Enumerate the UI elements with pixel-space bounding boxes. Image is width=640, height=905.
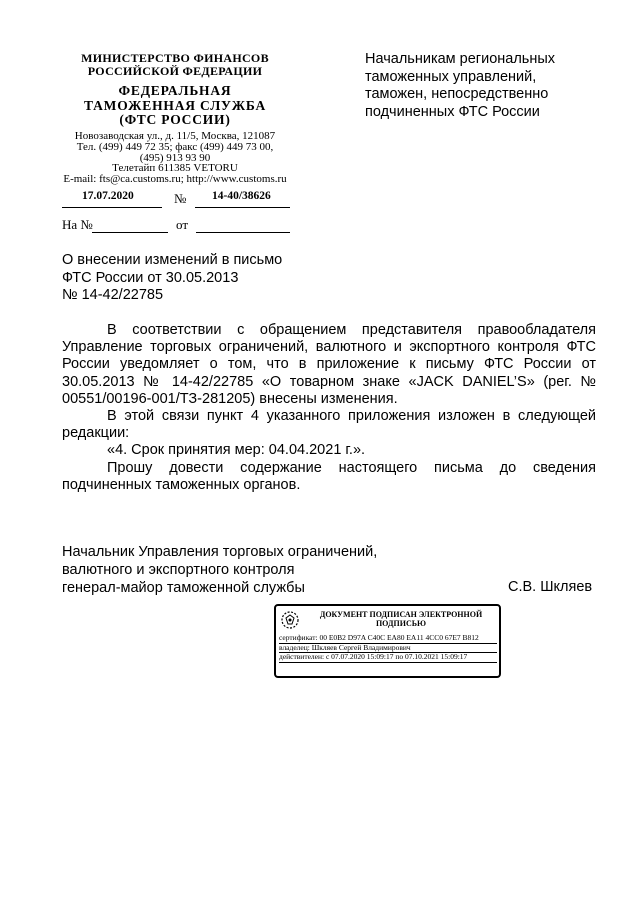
subject-line: ФТС России от 30.05.2013 [62, 269, 239, 286]
ref-underline [92, 232, 168, 233]
letter-date: 17.07.2020 [82, 190, 134, 202]
ministry-line-1: МИНИСТЕРСТВО ФИНАНСОВ [81, 51, 269, 65]
body-paragraph-4: Прошу довести содержание настоящего письма до сведения подчиненных таможенных органов. [62, 459, 596, 493]
addressee-line: таможенных управлений, [365, 68, 537, 85]
ministry-name [40, 52, 310, 78]
phone: Тел. (499) 449 72 35; факс (499) 449 73 00, [76, 140, 274, 153]
service-line-3: (ФТС РОССИИ) [119, 112, 231, 127]
number-underline [195, 207, 290, 208]
phone-2: (495) 913 93 90 [139, 151, 211, 164]
owner-field: владелец: Шкляев Сергей Владимирович [279, 644, 497, 654]
stamp-title: ДОКУМЕНТ ПОДПИСАН ЭЛЕКТРОННОЙ ПОДПИСЬЮ [319, 610, 483, 628]
signer-name: С.В. Шкляев [508, 579, 593, 595]
ref-label: На № [62, 217, 93, 232]
letter-body [62, 322, 596, 494]
position-line: валютного и экспортного контроля [62, 562, 295, 578]
body-paragraph-1: В соответствии с обращением представителя правообладателя Управление торговых ограничений, валютного и экспортного контроля ФТС России уведомляет о том, что в приложение к письму ФТС России от 30.05.2013 № 14-42/22785 «О товарном знаке «JACK DANIEL’S» (рег. № 00551/00196-001/ТЗ-281205) внесены изменения. [62, 322, 596, 407]
contact-block [40, 131, 310, 185]
email: E-mail: fts@ca.customs.ru; http://www.customs.ru [63, 173, 287, 186]
address: Новозаводская ул., д. 11/5, Москва, 121087 [74, 130, 276, 142]
ministry-line-2: РОССИЙСКОЙ ФЕДЕРАЦИИ [87, 64, 263, 78]
addressee [365, 51, 605, 121]
validity-field: действителен: с 07.07.2020 15:09:17 по 07.10.2021 15:09:17 [279, 653, 497, 663]
addressee-line: таможен, непосредственно [365, 86, 549, 102]
subject-line: № 14-42/22785 [62, 287, 164, 303]
teletype: Телетайп 611385 VETORU [112, 162, 238, 175]
body-paragraph-2: В этой связи пункт 4 указанного приложения изложен в следующей редакции: [62, 408, 596, 442]
subject-line: О внесении изменений в письмо [62, 252, 283, 268]
service-name [40, 84, 310, 128]
body-paragraph-3: «4. Срок принятия мер: 04.04.2021 г.». [107, 442, 366, 459]
signer-position [62, 543, 377, 597]
ref-from-underline [196, 232, 290, 233]
addressee-line: подчиненных ФТС России [365, 103, 540, 120]
e-signature-stamp [274, 604, 501, 678]
position-line: генерал-майор таможенной службы [62, 580, 305, 596]
service-line-1: ФЕДЕРАЛЬНАЯ [118, 83, 232, 98]
subject [62, 252, 282, 305]
position-line: Начальник Управления торговых ограничений, [62, 544, 378, 560]
date-underline [62, 207, 162, 208]
emblem-icon [280, 610, 300, 630]
number-sign: № [174, 191, 187, 206]
addressee-line: Начальникам региональных [365, 51, 556, 67]
certificate-field: сертификат: 00 E0B2 D97A C40C EA80 EA11 4CC0 67E7 B812 [279, 634, 497, 644]
ref-from-label: от [176, 217, 189, 232]
service-line-2: ТАМОЖЕННАЯ СЛУЖБА [83, 97, 267, 113]
letter-number: 14-40/38626 [212, 190, 271, 202]
